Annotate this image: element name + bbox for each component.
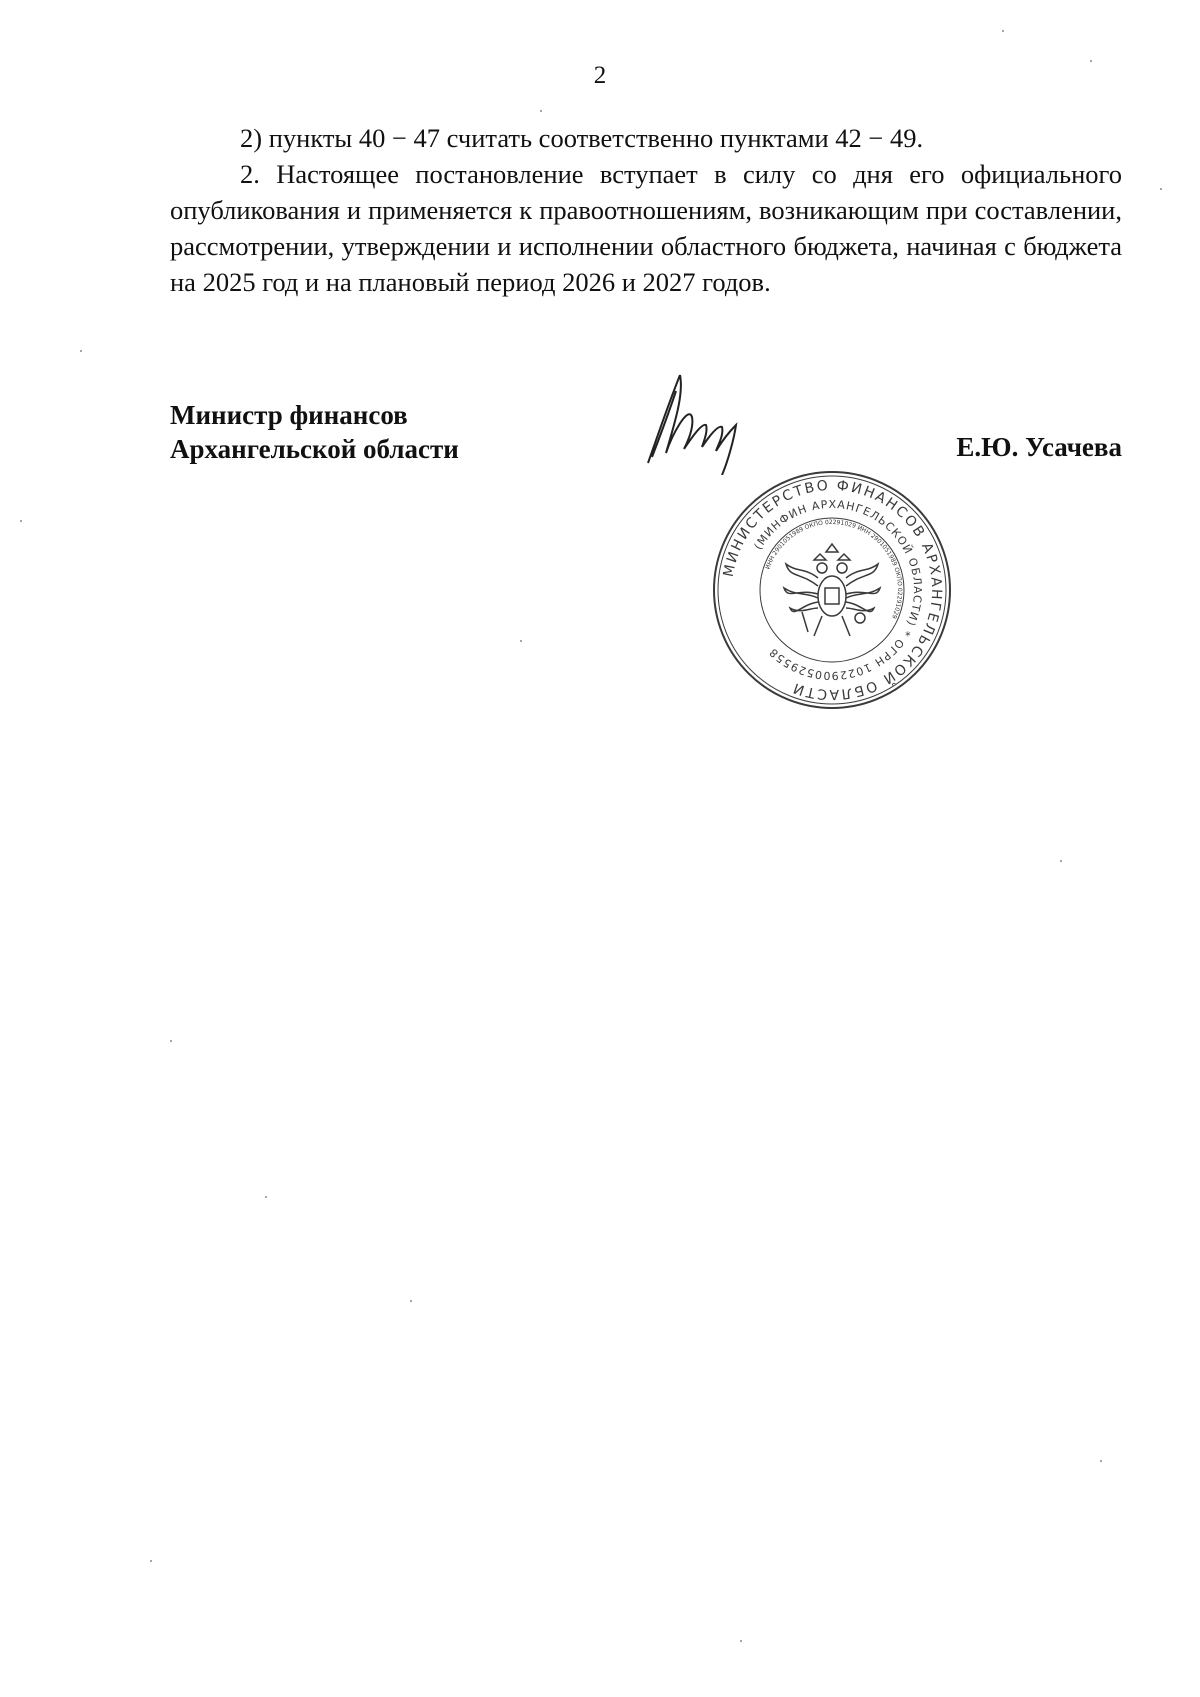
signatory-title-line1: Министр финансов (170, 400, 408, 430)
scan-speck (1160, 188, 1162, 190)
scan-speck (170, 1040, 172, 1042)
svg-text:(МИНФИН АРХАНГЕЛЬСКОЙ ОБЛАСТИ): (МИНФИН АРХАНГЕЛЬСКОЙ ОБЛАСТИ) * ОГРН 1022900529558 (751, 497, 925, 683)
document-body (170, 120, 1122, 300)
page-number: 2 (593, 62, 607, 89)
scan-speck (1100, 1460, 1102, 1462)
svg-text:ИНН 2901051989 ОКПО 02291029 И: ИНН 2901051989 ОКПО 02291029 ИНН 2901051989 ОКПО 02291029 (764, 518, 904, 620)
scan-speck (1060, 860, 1062, 862)
scan-speck (540, 110, 542, 112)
signatory-title (170, 398, 459, 466)
signatory-name: Е.Ю. Усачева (956, 432, 1122, 462)
scan-speck (20, 520, 22, 522)
paragraph-effective-date: 2. Настоящее постановление вступает в силу со дня его официального опубликования и применяется к правоотношениям, возникающим при составлении, рассмотрении, утверждении и исполнении областного бюджета, начиная с бюджета на 2025 год и на плановый период 2026 и 2027 годов. (170, 159, 1122, 297)
scan-speck (265, 1196, 267, 1198)
paragraph-item-2: 2) пункты 40 − 47 считать соответственно пунктами 42 − 49. (240, 123, 924, 153)
signatory-title-line2: Архангельской области (170, 434, 459, 464)
scan-speck (80, 350, 82, 352)
handwritten-signature (618, 365, 758, 475)
scan-speck (410, 1300, 412, 1302)
scan-speck (150, 1560, 152, 1562)
coat-of-arms-icon (784, 544, 880, 636)
scan-speck (740, 1640, 742, 1642)
svg-text:МИНИСТЕРСТВО ФИНАНСОВ АРХАНГЕЛ: МИНИСТЕРСТВО ФИНАНСОВ АРХАНГЕЛЬСКОЙ ОБЛАСТИ (720, 477, 945, 703)
scan-speck (1090, 60, 1092, 62)
official-seal (710, 468, 954, 712)
scan-speck (1002, 30, 1004, 32)
scan-speck (520, 640, 522, 642)
